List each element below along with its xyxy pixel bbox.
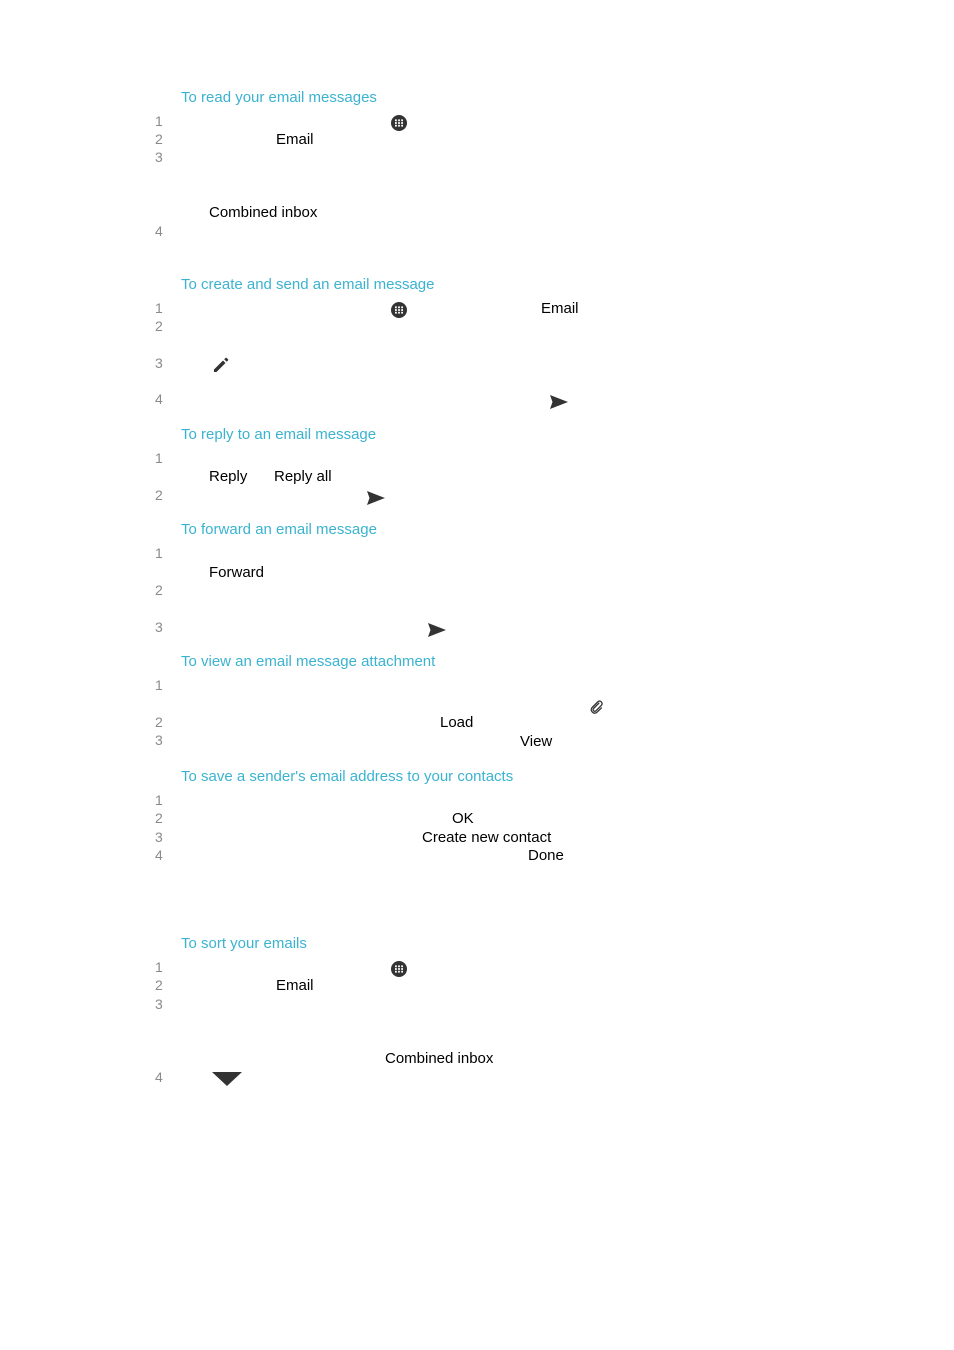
- create-new-contact-label: Create new contact: [422, 829, 552, 846]
- step-number: 2: [155, 487, 163, 503]
- section-heading: To view an email message attachment: [181, 653, 436, 670]
- view-label: View: [520, 733, 553, 750]
- forward-label: Forward: [209, 564, 265, 581]
- step-number: 1: [155, 113, 163, 129]
- step-number: 1: [155, 792, 163, 808]
- section-heading: To forward an email message: [181, 521, 377, 538]
- step-number: 3: [155, 355, 163, 371]
- section-heading: To create and send an email message: [181, 276, 435, 293]
- email-app-label: Email: [541, 300, 579, 317]
- step-number: 3: [155, 149, 163, 165]
- step-number: 2: [155, 810, 163, 826]
- ok-label: OK: [452, 810, 474, 827]
- step-number: 2: [155, 977, 163, 993]
- reply-all-label: Reply all: [274, 468, 332, 485]
- step-number: 3: [155, 829, 163, 845]
- step-number: 2: [155, 318, 163, 334]
- step-number: 2: [155, 714, 163, 730]
- apps-icon: [391, 115, 407, 131]
- section-heading: To sort your emails: [181, 935, 307, 952]
- done-label: Done: [528, 847, 564, 864]
- combined-inbox-label: Combined inbox: [385, 1050, 494, 1067]
- email-app-label: Email: [276, 131, 314, 148]
- load-label: Load: [440, 714, 474, 731]
- pencil-icon: [212, 356, 230, 374]
- section-heading: To reply to an email message: [181, 426, 377, 443]
- step-number: 3: [155, 996, 163, 1012]
- step-number: 1: [155, 450, 163, 466]
- reply-label: Reply: [209, 468, 248, 485]
- step-number: 2: [155, 131, 163, 147]
- triangle-down-icon: [212, 1072, 242, 1087]
- send-icon: [549, 394, 569, 410]
- send-icon: [427, 622, 447, 638]
- step-number: 4: [155, 1069, 163, 1085]
- section-heading: To read your email messages: [181, 89, 377, 106]
- step-number: 1: [155, 959, 163, 975]
- step-number: 3: [155, 619, 163, 635]
- email-app-label: Email: [276, 977, 314, 994]
- apps-icon: [391, 961, 407, 977]
- send-icon: [366, 490, 386, 506]
- step-number: 3: [155, 732, 163, 748]
- step-number: 4: [155, 847, 163, 863]
- step-number: 2: [155, 582, 163, 598]
- section-heading: To save a sender's email address to your contacts: [181, 768, 514, 785]
- paperclip-icon: [589, 699, 604, 714]
- step-number: 4: [155, 223, 163, 239]
- apps-icon: [391, 302, 407, 318]
- step-number: 1: [155, 300, 163, 316]
- combined-inbox-label: Combined inbox: [209, 204, 318, 221]
- step-number: 4: [155, 391, 163, 407]
- step-number: 1: [155, 677, 163, 693]
- step-number: 1: [155, 545, 163, 561]
